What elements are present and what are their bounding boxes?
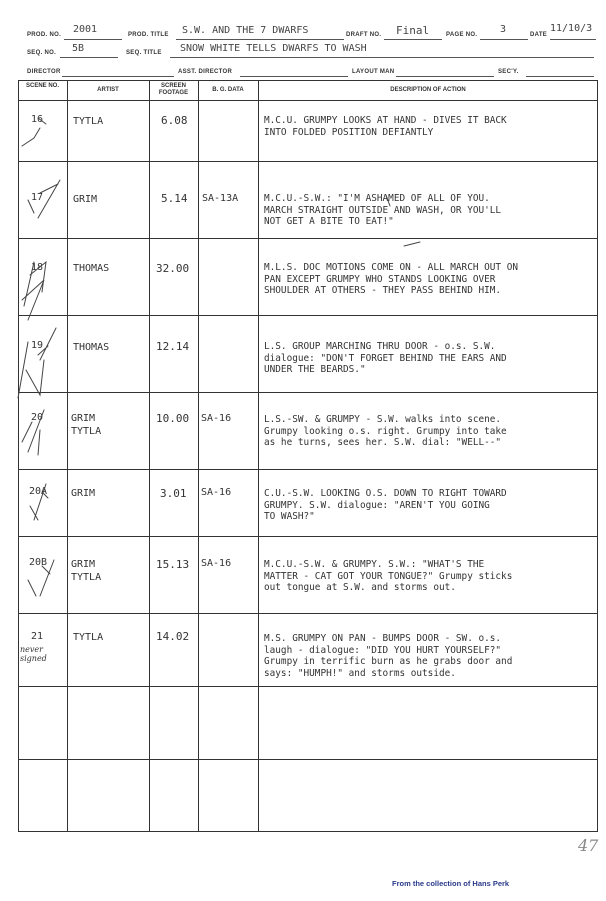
seq-title-value: SNOW WHITE TELLS DWARFS TO WASH <box>180 43 367 54</box>
description-cell: M.L.S. DOC MOTIONS COME ON - ALL MARCH OUT ON PAN EXCEPT GRUMPY WHO STANDS LOOKING OVER SHOULDER AT OTHERS - THEY PASS BEHIND HIM. <box>264 262 518 296</box>
check-mark-20b <box>28 560 54 596</box>
bg-data-cell: SA-16 <box>201 413 232 424</box>
director-label: DIRECTOR <box>27 69 61 75</box>
scene-no-cell: 20B <box>29 557 48 568</box>
prod-no-value: 2001 <box>73 24 98 35</box>
artist-cell: GRIM TYTLA <box>71 559 102 583</box>
col-header-artist: ARTIST <box>97 87 119 93</box>
artist-cell: GRIM <box>73 194 98 205</box>
col-header-bg-data: B. G. DATA <box>212 87 244 93</box>
scene-no-cell: 21 <box>31 631 44 642</box>
bg-data-cell: SA-13A <box>202 193 239 204</box>
layout-man-label: LAYOUT MAN <box>352 69 395 75</box>
stray-pencil-marks <box>386 195 420 246</box>
footage-cell: 15.13 <box>156 558 190 571</box>
secy-label: SEC'Y. <box>498 69 519 75</box>
description-cell: M.S. GRUMPY ON PAN - BUMPS DOOR - SW. o.s. laugh - dialogue: "DID YOU HURT YOURSELF?" Grumpy in terrific burn as he grabs door and says: "HUMPH!" and storms outside. <box>264 633 513 679</box>
footage-cell: 5.14 <box>161 192 188 205</box>
footage-cell: 3.01 <box>160 487 187 500</box>
description-cell: L.S. GROUP MARCHING THRU DOOR - o.s. S.W. dialogue: "DON'T FORGET BEHIND THE EARS AND UNDER THE BEARDS." <box>264 341 507 375</box>
footage-cell: 32.00 <box>156 262 190 275</box>
description-cell: C.U.-S.W. LOOKING O.S. DOWN TO RIGHT TOWARD GRUMPY. S.W. dialogue: "AREN'T YOU GOING TO WASH?" <box>264 488 507 522</box>
artist-cell: TYTLA <box>73 116 104 127</box>
draft-no-label: DRAFT NO. <box>346 32 382 38</box>
footage-cell: 10.00 <box>156 412 190 425</box>
bg-data-cell: SA-16 <box>201 487 232 498</box>
artist-cell: THOMAS <box>73 263 110 274</box>
prod-title-label: PROD. TITLE <box>128 32 169 38</box>
scene-no-cell: 19 <box>31 340 44 351</box>
prod-title-value: S.W. AND THE 7 DWARFS <box>182 25 309 36</box>
scene-no-cell: 16 <box>31 114 44 125</box>
check-mark-19 <box>18 328 56 398</box>
artist-cell: THOMAS <box>73 342 110 353</box>
description-cell: M.C.U.-S.W. & GRUMPY. S.W.: "WHAT'S THE MATTER - CAT GOT YOUR TONGUE?" Grumpy sticks out tongue at S.W. and storms out. <box>264 559 513 593</box>
never-signed-note: never signed <box>20 645 47 663</box>
check-mark-20a <box>30 484 48 520</box>
footage-cell: 12.14 <box>156 340 190 353</box>
bg-data-cell: SA-16 <box>201 558 232 569</box>
footage-cell: 14.02 <box>156 630 190 643</box>
date-label: DATE <box>530 32 548 38</box>
scene-no-cell: 17 <box>31 192 44 203</box>
draft-no-value: Final <box>396 24 430 37</box>
footage-cell: 6.08 <box>161 114 188 127</box>
collection-credit: From the collection of Hans Perk <box>392 879 510 888</box>
asst-director-label: ASST. DIRECTOR <box>178 69 233 75</box>
artist-cell: GRIM <box>71 488 96 499</box>
scene-no-cell: 20A <box>29 486 48 497</box>
description-cell: M.C.U. GRUMPY LOOKS AT HAND - DIVES IT BACK INTO FOLDED POSITION DEFIANTLY <box>264 115 507 138</box>
prod-no-label: PROD. NO. <box>27 32 62 38</box>
artist-cell: GRIM TYTLA <box>71 413 102 437</box>
seq-no-value: 5B <box>72 43 85 54</box>
seq-no-label: SEQ. NO. <box>27 50 57 56</box>
check-mark-18 <box>22 262 46 320</box>
scene-no-cell: 20 <box>31 412 44 423</box>
seq-title-label: SEQ. TITLE <box>126 50 162 56</box>
description-cell: L.S.-SW. & GRUMPY - S.W. walks into scene. Grumpy looking o.s. right. Grumpy into take as he turns, sees her. S.W. dial: "WELL--" <box>264 414 507 448</box>
check-mark-20 <box>22 410 44 455</box>
handwritten-page-number: 47 <box>578 836 599 855</box>
page-no-value: 3 <box>500 24 507 35</box>
artist-cell: TYTLA <box>73 632 104 643</box>
check-mark-16 <box>22 118 46 146</box>
col-header-description: DESCRIPTION OF ACTION <box>390 87 466 93</box>
date-value: 11/10/3 <box>550 23 593 34</box>
scene-no-cell: 18 <box>31 262 44 273</box>
description-cell: M.C.U.-S.W.: "I'M ASHAMED OF ALL OF YOU. MARCH STRAIGHT OUTSIDE AND WASH, OR YOU'LL NOT GET A BITE TO EAT!" <box>264 193 502 227</box>
col-header-scene-no: SCENE NO. <box>25 83 59 89</box>
col-header-screen-footage: SCREEN FOOTAGE <box>158 83 189 96</box>
check-mark-17 <box>28 180 60 218</box>
page-no-label: PAGE NO. <box>446 32 478 38</box>
